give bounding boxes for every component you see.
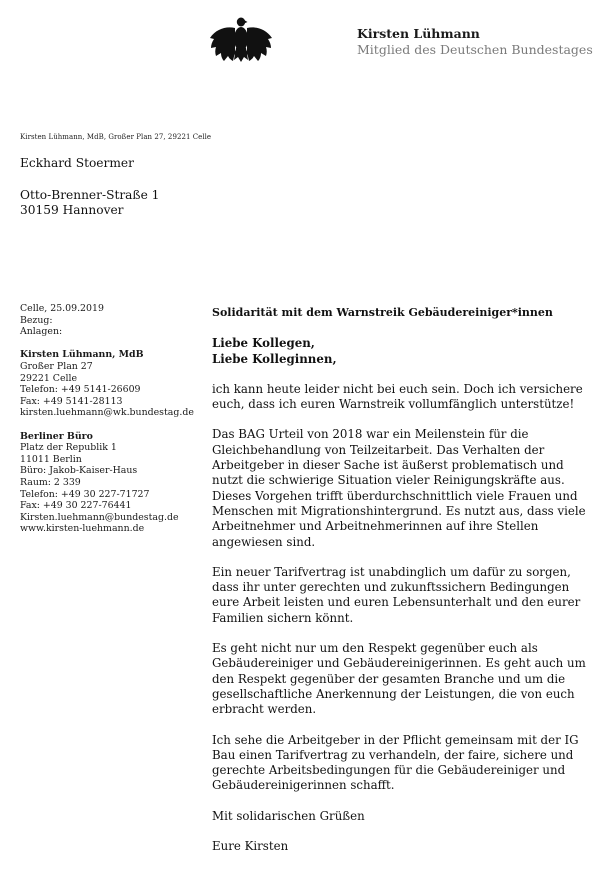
paragraph-5: Ich sehe die Arbeitgeber in der Pflicht gemeinsam mit der IG Bau einen Tarifvertrag zu verhandeln, der faire, sichere und gerechte Arbeitsbedingungen für die Gebäudereiniger und Gebäudereinigerinnen schafft. [212, 732, 579, 793]
signature: Eure Kirsten [212, 839, 289, 854]
attachments-label: Anlagen: [20, 326, 63, 338]
sender-return-address: Kirsten Lühmann, MdB, Großer Plan 27, 29221 Celle [20, 133, 212, 141]
berlin-office-email: Kirsten.luehmann@bundestag.de [20, 511, 179, 523]
recipient-name: Eckhard Stoermer [20, 156, 134, 170]
letterhead-name: Kirsten Lühmann [357, 26, 480, 41]
berlin-office-city: 11011 Berlin [20, 453, 82, 465]
berlin-office-website: www.kirsten-luehmann.de [20, 523, 145, 535]
paragraph-4: Es geht nicht nur um den Respekt gegenüber euch als Gebäudereiniger und Gebäudereinigerinnen. Es geht auch um den Respekt gegenüber der gesamten Branche und um die gesellschaftliche Anerkennung der Leistungen, die von euch erbracht werden. [212, 641, 586, 717]
letter-subject: Solidarität mit dem Warnstreik Gebäudereiniger*innen [212, 306, 553, 319]
letterhead-title: Mitglied des Deutschen Bundestages [357, 42, 593, 57]
paragraph-2: Das BAG Urteil von 2018 war ein Meilenstein für die Gleichbehandlung von Teilzeitarbeit. Das Verhalten der Arbeitgeber in dieser Sache ist äußerst problematisch und nutzt die schwierige Situation vieler Reinigungskräfte aus. Dieses Vorgehen trifft überdurchschnittlich viele Frauen und Menschen mit Migrationshintergrund. Es nutzt aus, dass viele Arbeitnehmer und Arbeitnehmerinnen auf ihre Stellen angewiesen sind. [212, 427, 586, 549]
recipient-address [20, 156, 159, 219]
constituency-office-email: kirsten.luehmann@wk.bundestag.de [20, 407, 194, 419]
berlin-office-room: Raum: 2 339 [20, 476, 81, 488]
recipient-street: Otto-Brenner-Straße 1 [20, 187, 160, 202]
sidebar-info [20, 303, 194, 535]
bundestag-eagle-logo [208, 14, 274, 66]
berlin-office-street: Platz der Republik 1 [20, 442, 117, 454]
constituency-office-city: 29221 Celle [20, 372, 78, 384]
reference-label: Bezug: [20, 314, 53, 326]
closing: Mit solidarischen Grüßen [212, 808, 365, 823]
greeting-line-1: Liebe Kollegen, [212, 336, 315, 351]
paragraph-1: ich kann heute leider nicht bei euch sein. Doch ich versichere euch, dass ich euren Warnstreik vollumfänglich unterstütze! [212, 381, 583, 412]
recipient-city: 30159 Hannover [20, 203, 124, 217]
constituency-office-fax: Fax: +49 5141-28113 [20, 395, 123, 407]
letter-body [212, 305, 592, 869]
letter-date: Celle, 25.09.2019 [20, 303, 104, 314]
constituency-office-street: Großer Plan 27 [20, 360, 93, 372]
berlin-office-building: Büro: Jakob-Kaiser-Haus [20, 465, 138, 477]
constituency-office-phone: Telefon: +49 5141-26609 [20, 384, 141, 396]
letterhead [357, 26, 593, 58]
greeting-line-2: Liebe Kolleginnen, [212, 351, 337, 366]
greeting [212, 336, 592, 367]
berlin-office-heading: Berliner Büro [20, 430, 93, 442]
berlin-office-phone: Telefon: +49 30 227-71727 [20, 488, 150, 500]
berlin-office-fax: Fax: +49 30 227-76441 [20, 500, 132, 512]
paragraph-3: Ein neuer Tarifvertrag ist unabdinglich um dafür zu sorgen, dass ihr unter gerechten und zukunftssichern Bedingungen eure Arbeit leisten und euren Lebensunterhalt und den eurer Familien sichern könnt. [212, 564, 581, 625]
constituency-office-heading: Kirsten Lühmann, MdB [20, 349, 144, 361]
